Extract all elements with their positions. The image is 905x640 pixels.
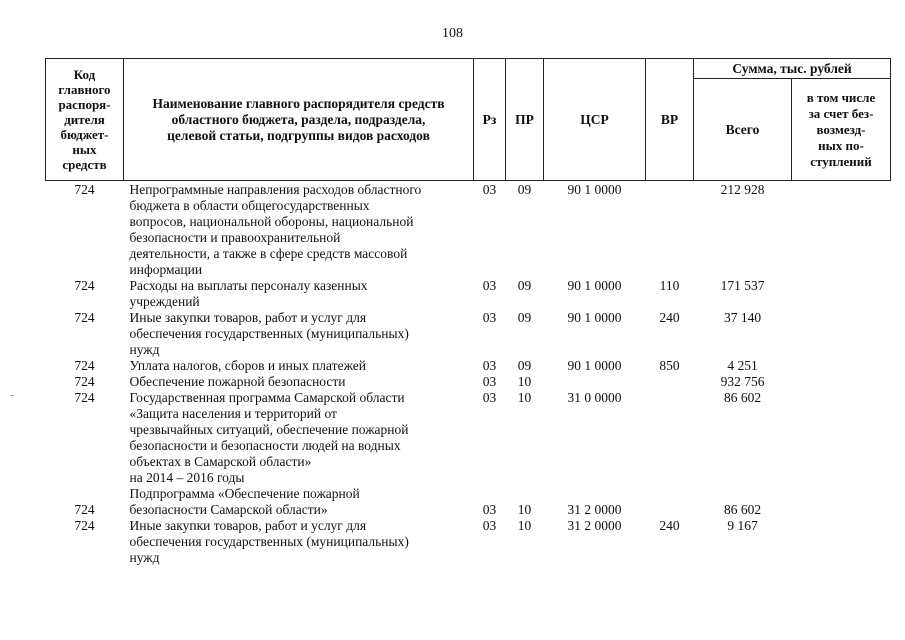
cell-vr — [646, 181, 694, 279]
cell-code: 724 — [74, 390, 95, 405]
cell-incl — [792, 358, 891, 374]
header-incl: в том числе за счет без- возмезд- ных по- ступлений — [792, 79, 891, 181]
table-row — [46, 518, 891, 566]
cell-name — [124, 374, 474, 390]
cell-pr: 09 — [517, 310, 532, 325]
cell-code: 724 — [74, 310, 95, 325]
header-pr: ПР — [506, 59, 544, 181]
name-line: учреждений — [129, 294, 200, 309]
name-line: безопасности и безопасности людей на водных — [129, 438, 401, 453]
name-line: Подпрограмма «Обеспечение пожарной — [129, 486, 360, 501]
name-line: нужд — [129, 342, 160, 357]
name-line: обеспечения государственных (муниципальных) — [129, 326, 409, 341]
cell-vr — [646, 390, 694, 486]
name-line: «Защита населения и территорий от — [129, 406, 337, 421]
name-line: обеспечения государственных (муниципальных) — [129, 534, 409, 549]
name-line: Иные закупки товаров, работ и услуг для — [129, 310, 367, 325]
table-row — [46, 374, 891, 390]
cell-pr: 10 — [517, 502, 532, 517]
scan-mark — [11, 395, 14, 396]
cell-total: 4 251 — [727, 358, 758, 373]
cell-pr: 10 — [517, 390, 532, 405]
cell-incl — [792, 278, 891, 310]
cell-incl — [792, 374, 891, 390]
cell-vr — [646, 374, 694, 390]
cell-name — [124, 518, 474, 566]
cell-name — [124, 310, 474, 358]
header-csr: ЦСР — [544, 59, 646, 181]
cell-csr: 90 1 0000 — [567, 278, 622, 293]
cell-csr: 31 0 0000 — [567, 390, 622, 405]
name-line: Обеспечение пожарной безопасности — [129, 374, 346, 389]
budget-table — [45, 58, 891, 566]
cell-code: 724 — [74, 502, 95, 517]
cell-pr: 10 — [517, 374, 532, 389]
table-body — [46, 181, 891, 567]
cell-vr: 240 — [659, 518, 680, 533]
cell-rz: 03 — [482, 310, 497, 325]
header-vr: ВР — [646, 59, 694, 181]
page-number: 108 — [442, 26, 463, 41]
header-name: Наименование главного распорядителя средств областного бюджета, раздела, подраздела, целевой статьи, подгруппы видов расходов — [124, 59, 474, 181]
cell-name — [124, 486, 474, 518]
name-line: Уплата налогов, сборов и иных платежей — [129, 358, 366, 373]
name-line: на 2014 – 2016 годы — [129, 470, 245, 485]
cell-incl — [792, 518, 891, 566]
name-line: Государственная программа Самарской области — [129, 390, 405, 405]
cell-incl — [792, 486, 891, 518]
cell-csr — [544, 374, 646, 390]
cell-pr: 09 — [517, 358, 532, 373]
header-sum-group: Сумма, тыс. рублей — [694, 59, 891, 79]
name-line: нужд — [129, 550, 160, 565]
cell-code: 724 — [74, 182, 95, 197]
cell-total: 86 602 — [723, 390, 762, 405]
table-row — [46, 486, 891, 518]
cell-total: 37 140 — [723, 310, 762, 325]
cell-csr: 31 2 0000 — [567, 502, 622, 517]
cell-pr: 09 — [517, 278, 532, 293]
cell-incl — [792, 390, 891, 486]
cell-csr: 90 1 0000 — [567, 182, 622, 197]
cell-total: 932 756 — [720, 374, 765, 389]
table-row — [46, 181, 891, 279]
name-line: безопасности Самарской области» — [129, 502, 328, 517]
cell-rz: 03 — [482, 502, 497, 517]
cell-vr — [646, 486, 694, 518]
cell-pr: 10 — [517, 518, 532, 533]
table-row — [46, 310, 891, 358]
cell-code: 724 — [74, 374, 95, 389]
cell-code: 724 — [74, 358, 95, 373]
cell-rz: 03 — [482, 390, 497, 405]
name-line: информации — [129, 262, 203, 277]
cell-name — [124, 358, 474, 374]
cell-csr: 90 1 0000 — [567, 310, 622, 325]
cell-rz: 03 — [482, 518, 497, 533]
cell-csr: 31 2 0000 — [567, 518, 622, 533]
name-line: Расходы на выплаты персоналу казенных — [129, 278, 368, 293]
cell-name — [124, 181, 474, 279]
header-total: Всего — [694, 79, 792, 181]
table-row — [46, 390, 891, 486]
cell-vr: 240 — [659, 310, 680, 325]
cell-incl — [792, 310, 891, 358]
cell-csr: 90 1 0000 — [567, 358, 622, 373]
cell-vr: 110 — [659, 278, 680, 293]
table-row — [46, 278, 891, 310]
table-header — [46, 59, 891, 181]
header-rz: Рз — [474, 59, 506, 181]
cell-rz: 03 — [482, 278, 497, 293]
name-line: объектах в Самарской области» — [129, 454, 312, 469]
name-line: бюджета в области общегосударственных — [129, 198, 370, 213]
name-line: Непрограммные направления расходов областного — [129, 182, 422, 197]
name-line: Иные закупки товаров, работ и услуг для — [129, 518, 367, 533]
cell-total: 171 537 — [720, 278, 765, 293]
cell-total: 9 167 — [727, 518, 758, 533]
name-line: деятельности, а также в сфере средств массовой — [129, 246, 408, 261]
cell-total: 212 928 — [720, 182, 765, 197]
cell-code: 724 — [74, 518, 95, 533]
cell-vr: 850 — [659, 358, 680, 373]
cell-rz: 03 — [482, 358, 497, 373]
cell-code: 724 — [74, 278, 95, 293]
name-line: вопросов, национальной обороны, национальной — [129, 214, 414, 229]
cell-total: 86 602 — [723, 502, 762, 517]
cell-name — [124, 278, 474, 310]
header-code: Код главного распоря- дителя бюджет- ных средств — [46, 59, 124, 181]
cell-rz: 03 — [482, 182, 497, 197]
cell-rz: 03 — [482, 374, 497, 389]
cell-pr: 09 — [517, 182, 532, 197]
cell-name — [124, 390, 474, 486]
name-line: безопасности и правоохранительной — [129, 230, 341, 245]
name-line: чрезвычайных ситуаций, обеспечение пожарной — [129, 422, 409, 437]
cell-incl — [792, 181, 891, 279]
table-row — [46, 358, 891, 374]
